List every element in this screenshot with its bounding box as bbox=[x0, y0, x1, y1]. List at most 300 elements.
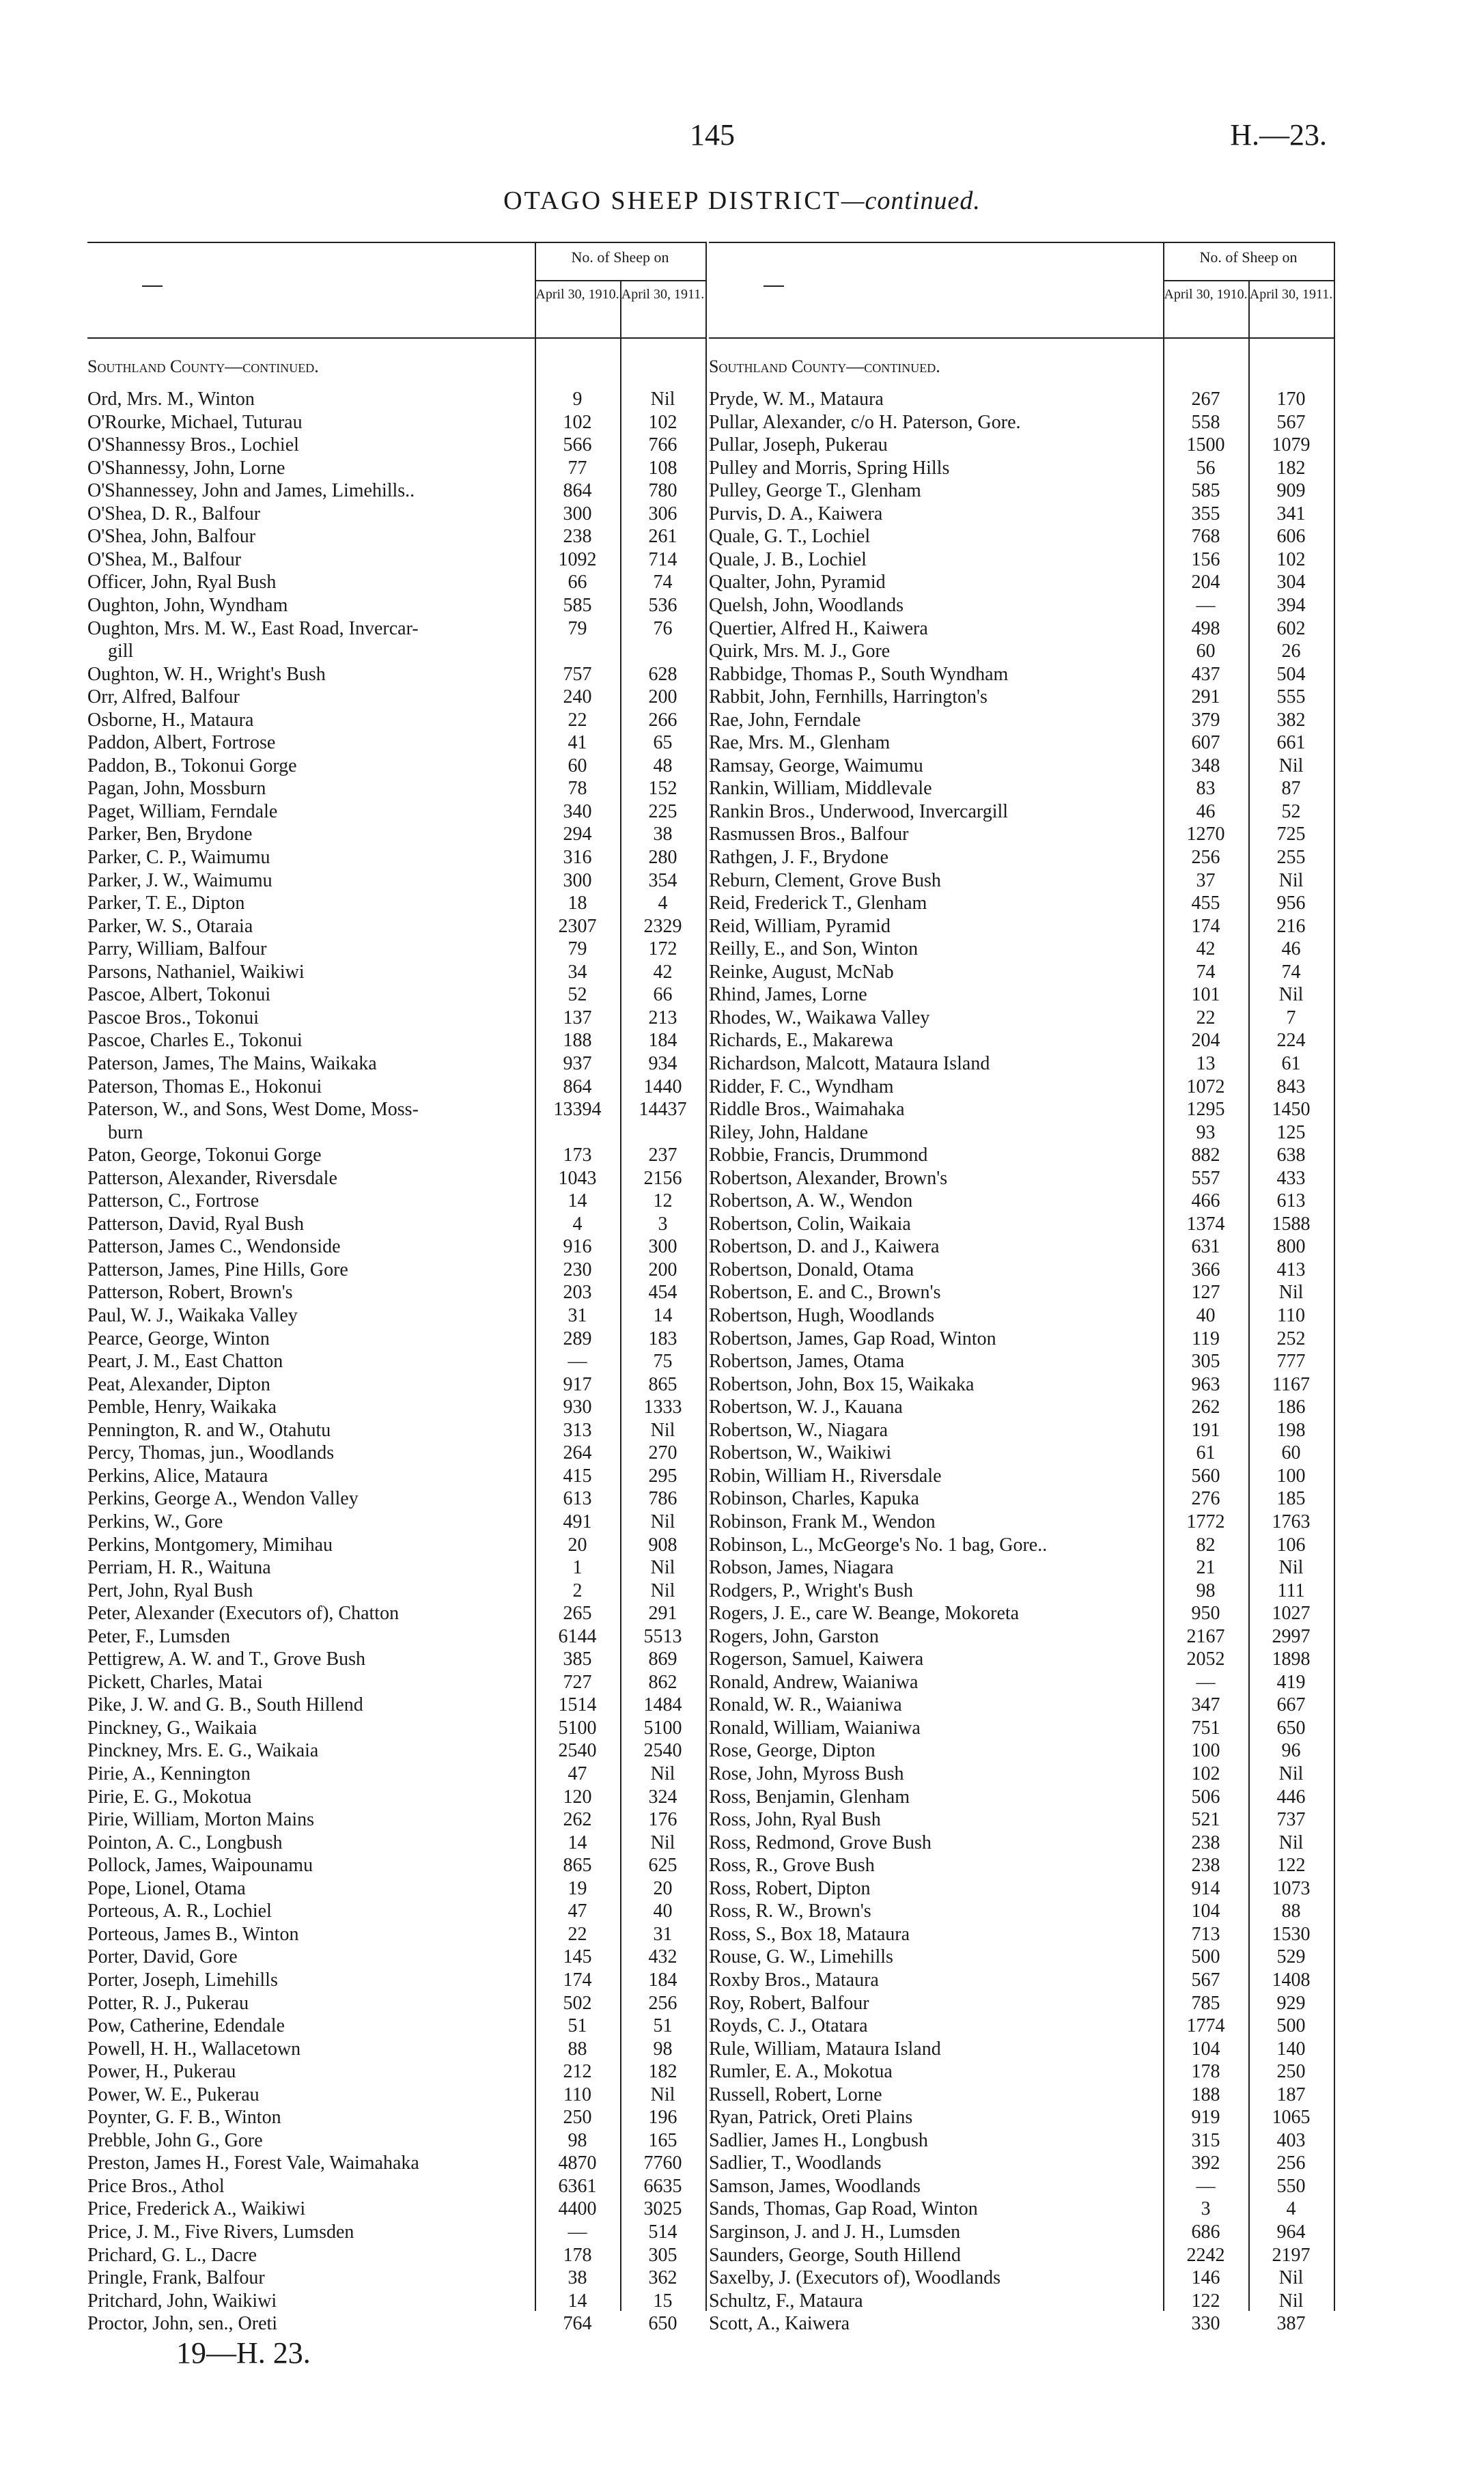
sheep-1910: 466 bbox=[1191, 1190, 1220, 1212]
sheep-1910: 916 bbox=[563, 1236, 592, 1258]
owner-name: Rankin Bros., Underwood, Invercargill bbox=[709, 800, 1009, 822]
column-rule bbox=[705, 242, 707, 2311]
owner-name: Perriam, H. R., Waituna bbox=[87, 1557, 271, 1579]
owner-name: Ross, Robert, Dipton bbox=[709, 1877, 871, 1899]
owner-name: Pascoe, Charles E., Tokonui bbox=[87, 1030, 303, 1052]
sheep-1911: 256 bbox=[1276, 2153, 1306, 2174]
sheep-1911: 46 bbox=[1281, 938, 1301, 960]
sheep-1911: 964 bbox=[1276, 2221, 1306, 2243]
table-row bbox=[87, 1167, 705, 1190]
table-row bbox=[709, 594, 1334, 617]
sheep-1911: 1484 bbox=[643, 1694, 682, 1716]
owner-name: Ross, S., Box 18, Mataura bbox=[709, 1923, 910, 1945]
owner-name: Rhind, James, Lorne bbox=[709, 984, 867, 1006]
owner-name: Oughton, John, Wyndham bbox=[87, 594, 288, 616]
table-row bbox=[709, 1373, 1334, 1396]
sheep-1911: Nil bbox=[1278, 1763, 1304, 1784]
owner-name: Oughton, W. H., Wright's Bush bbox=[87, 663, 326, 685]
sheep-1910: 289 bbox=[563, 1328, 592, 1349]
sheep-1910: 102 bbox=[1191, 1763, 1220, 1784]
sheep-1910: 1500 bbox=[1186, 434, 1225, 456]
table-row bbox=[87, 1832, 705, 1854]
table-row bbox=[709, 1442, 1334, 1464]
owner-name: Robertson, John, Box 15, Waikaka bbox=[709, 1373, 975, 1395]
owner-name: Rhodes, W., Waikawa Valley bbox=[709, 1007, 930, 1028]
sheep-1910: 137 bbox=[563, 1007, 592, 1028]
sheep-1910: 686 bbox=[1191, 2221, 1220, 2243]
sheep-1910: 256 bbox=[1191, 847, 1220, 868]
table-row bbox=[709, 846, 1334, 869]
table-row bbox=[87, 1259, 705, 1281]
sheep-1910: 42 bbox=[1196, 938, 1216, 960]
table-row bbox=[709, 709, 1334, 731]
owner-name: Ord, Mrs. M., Winton bbox=[87, 389, 255, 410]
sheep-1910: 455 bbox=[1191, 893, 1220, 914]
owner-name: Patterson, James, Pine Hills, Gore bbox=[87, 1259, 348, 1280]
table-row bbox=[87, 2312, 705, 2335]
owner-name: Robertson, E. and C., Brown's bbox=[709, 1282, 941, 1304]
sheep-1911: 295 bbox=[648, 1465, 677, 1487]
sheep-1911: 256 bbox=[648, 1992, 677, 2014]
left-table bbox=[87, 242, 705, 2335]
sheep-1910: 188 bbox=[1191, 2084, 1220, 2105]
owner-name: Patterson, James C., Wendonside bbox=[87, 1236, 341, 1258]
owner-name: Royds, C. J., Otatara bbox=[709, 2015, 868, 2037]
table-row bbox=[709, 1556, 1334, 1579]
sheep-1910: 230 bbox=[563, 1259, 592, 1280]
sheep-1911: 1450 bbox=[1272, 1099, 1311, 1121]
owner-name: Ridder, F. C., Wyndham bbox=[709, 1076, 894, 1097]
sheep-1910: 47 bbox=[568, 1901, 587, 1922]
sheep-1910: 491 bbox=[563, 1511, 592, 1532]
sheep-1911: 196 bbox=[648, 2107, 677, 2129]
owner-name: Prichard, G. L., Dacre bbox=[87, 2244, 257, 2266]
table-row bbox=[709, 2221, 1334, 2243]
sheep-1910: — bbox=[1196, 1671, 1216, 1693]
table-row bbox=[87, 571, 705, 593]
sheep-1911: 1027 bbox=[1272, 1603, 1311, 1625]
sheep-1911: 1079 bbox=[1272, 434, 1311, 456]
table-row bbox=[709, 2060, 1334, 2083]
sheep-1910: 1 bbox=[572, 1557, 583, 1579]
sheep-1910: 18 bbox=[568, 893, 587, 914]
owner-name: Pennington, R. and W., Otahutu bbox=[87, 1419, 331, 1441]
table-row bbox=[709, 915, 1334, 938]
sheep-1911: 650 bbox=[648, 2313, 677, 2335]
table-row bbox=[709, 1007, 1334, 1029]
owner-name: Reid, Frederick T., Glenham bbox=[709, 893, 927, 914]
sheep-1911: 172 bbox=[648, 938, 677, 960]
sheep-1911: 2329 bbox=[643, 915, 682, 937]
sheep-1910: 100 bbox=[1191, 1740, 1220, 1762]
header-bottom-rule bbox=[709, 337, 1334, 339]
table-row bbox=[87, 1511, 705, 1533]
table-row bbox=[87, 1808, 705, 1831]
owner-name: Quale, J. B., Lochiel bbox=[709, 548, 867, 570]
table-row bbox=[87, 2084, 705, 2106]
table-row bbox=[87, 2244, 705, 2267]
owner-name: Price, Frederick A., Waikiwi bbox=[87, 2198, 306, 2220]
table-row bbox=[709, 479, 1334, 502]
owner-name: Sarginson, J. and J. H., Lumsden bbox=[709, 2221, 961, 2243]
table-row bbox=[87, 617, 705, 640]
sheep-1910: 1774 bbox=[1186, 2015, 1225, 2037]
table-row bbox=[709, 1763, 1334, 1785]
sheep-1911: 165 bbox=[648, 2129, 677, 2151]
table-row bbox=[709, 1213, 1334, 1235]
sheep-1910: 291 bbox=[1191, 686, 1220, 708]
table-row bbox=[87, 1763, 705, 1785]
table-row bbox=[709, 571, 1334, 593]
table-row bbox=[87, 2015, 705, 2037]
owner-name: Robertson, W., Waikiwi bbox=[709, 1442, 892, 1464]
sheep-1911: Nil bbox=[1278, 2267, 1304, 2289]
sheep-1910: 145 bbox=[563, 1946, 592, 1968]
owner-name: Power, W. E., Pukerau bbox=[87, 2084, 260, 2105]
owner-name: Ross, John, Ryal Bush bbox=[709, 1809, 881, 1831]
table-row bbox=[87, 1556, 705, 1579]
sheep-1910: 785 bbox=[1191, 1992, 1220, 2014]
owner-name: Parker, C. P., Waimumu bbox=[87, 847, 270, 868]
owner-name: Pert, John, Ryal Bush bbox=[87, 1580, 253, 1601]
table-row bbox=[87, 503, 705, 525]
sheep-1910: 2167 bbox=[1186, 1625, 1225, 1647]
sheep-1910: — bbox=[568, 1351, 587, 1373]
owner-name: Percy, Thomas, jun., Woodlands bbox=[87, 1442, 335, 1464]
sheep-1911: 432 bbox=[648, 1946, 677, 1968]
sheep-1911: 200 bbox=[648, 686, 677, 708]
sheep-1911: 170 bbox=[1276, 389, 1306, 410]
owner-name: Rose, George, Dipton bbox=[709, 1740, 876, 1762]
owner-name: Robertson, Colin, Waikaia bbox=[709, 1213, 911, 1235]
document-code: H.—23. bbox=[1230, 118, 1327, 152]
owner-name: Qualter, John, Pyramid bbox=[709, 572, 886, 593]
sheep-1911: 446 bbox=[1276, 1786, 1306, 1808]
owner-name: O'Shannessey, John and James, Limehills.. bbox=[87, 480, 415, 502]
sheep-1911: 216 bbox=[1276, 915, 1306, 937]
table-row bbox=[709, 1923, 1334, 1946]
owner-name: Proctor, John, sen., Oreti bbox=[87, 2313, 278, 2335]
sheep-1910: 14 bbox=[568, 1832, 587, 1853]
sheep-1910: 22 bbox=[568, 709, 587, 731]
owner-name: Richardson, Malcott, Mataura Island bbox=[709, 1052, 990, 1074]
title-text: OTAGO SHEEP DISTRICT bbox=[503, 186, 841, 215]
owner-name: Sadlier, T., Woodlands bbox=[709, 2153, 882, 2174]
sheep-1911: 266 bbox=[648, 709, 677, 731]
sheep-1910: 19 bbox=[568, 1877, 587, 1899]
owner-name: Rae, Mrs. M., Glenham bbox=[709, 732, 891, 754]
sheep-1910: 305 bbox=[1191, 1351, 1220, 1373]
sheep-1911: Nil bbox=[1278, 755, 1304, 776]
sheep-1910: 950 bbox=[1191, 1603, 1220, 1625]
sheep-1910: 521 bbox=[1191, 1809, 1220, 1831]
sheep-1910: 79 bbox=[568, 617, 587, 639]
owner-name: Sadlier, James H., Longbush bbox=[709, 2129, 928, 2151]
table-row bbox=[87, 1694, 705, 1716]
sheep-1911: 1588 bbox=[1272, 1213, 1311, 1235]
owner-name: Rogerson, Samuel, Kaiwera bbox=[709, 1649, 924, 1670]
sheep-1910: 1043 bbox=[558, 1167, 597, 1189]
owner-name: Quelsh, John, Woodlands bbox=[709, 594, 904, 616]
sheep-1910: 47 bbox=[568, 1763, 587, 1784]
sheep-1911: 96 bbox=[1281, 1740, 1301, 1762]
sheep-1911: Nil bbox=[650, 1832, 675, 1853]
table-row bbox=[87, 731, 705, 754]
owner-name: O'Rourke, Michael, Tuturau bbox=[87, 411, 303, 433]
sheep-1910: 40 bbox=[1196, 1305, 1216, 1326]
sheep-1910: 919 bbox=[1191, 2107, 1220, 2129]
sheep-1910: 98 bbox=[568, 2129, 587, 2151]
table-row bbox=[87, 2175, 705, 2198]
sheep-1910: 14 bbox=[568, 1190, 587, 1212]
sheep-1911: 75 bbox=[653, 1351, 673, 1373]
sheep-1911: Nil bbox=[1278, 2290, 1304, 2312]
table-row bbox=[87, 869, 705, 892]
page-title bbox=[0, 186, 1484, 216]
owner-name: Perkins, W., Gore bbox=[87, 1511, 223, 1532]
owner-name: Pryde, W. M., Mataura bbox=[709, 389, 884, 410]
sheep-1911: 714 bbox=[648, 548, 677, 570]
sheep-1910: 347 bbox=[1191, 1694, 1220, 1716]
owner-name: Pollock, James, Waipounamu bbox=[87, 1855, 313, 1877]
owner-name: Rouse, G. W., Limehills bbox=[709, 1946, 893, 1968]
sheep-1911: 261 bbox=[648, 526, 677, 548]
table-row bbox=[709, 1121, 1334, 1144]
sheep-1911: Nil bbox=[1278, 1557, 1304, 1579]
sheep-1910: 2540 bbox=[558, 1740, 597, 1762]
sheep-1911: 100 bbox=[1276, 1465, 1306, 1487]
owner-name: Paterson, James, The Mains, Waikaka bbox=[87, 1052, 377, 1074]
owner-name: Paddon, Albert, Fortrose bbox=[87, 732, 276, 754]
sheep-1910: 316 bbox=[563, 847, 592, 868]
owner-name: Porteous, James B., Winton bbox=[87, 1923, 299, 1945]
owner-name: Robertson, James, Gap Road, Winton bbox=[709, 1328, 996, 1349]
table-row bbox=[87, 1076, 705, 1098]
sheep-1910: 265 bbox=[563, 1603, 592, 1625]
owner-name: Perkins, Alice, Mataura bbox=[87, 1465, 268, 1487]
sheep-1910: 104 bbox=[1191, 1901, 1220, 1922]
sheep-1911: 182 bbox=[648, 2061, 677, 2083]
sheep-1911: 31 bbox=[653, 1923, 673, 1945]
sheep-1911: 304 bbox=[1276, 572, 1306, 593]
sheep-1911: Nil bbox=[650, 389, 675, 410]
owner-name: Sands, Thomas, Gap Road, Winton bbox=[709, 2198, 978, 2220]
table-row bbox=[709, 388, 1334, 410]
owner-name: Rathgen, J. F., Brydone bbox=[709, 847, 888, 868]
table-row bbox=[709, 1350, 1334, 1373]
sheep-1911: 4 bbox=[658, 893, 668, 914]
sheep-1910: 78 bbox=[568, 778, 587, 800]
sheep-1911: 48 bbox=[653, 755, 673, 776]
table-row bbox=[87, 1786, 705, 1808]
sheep-1911: 929 bbox=[1276, 1992, 1306, 2014]
owner-name: O'Shea, John, Balfour bbox=[87, 526, 256, 548]
sheep-1910: 882 bbox=[1191, 1145, 1220, 1166]
table-top-rule bbox=[709, 242, 1334, 243]
owner-name: Rankin, William, Middlevale bbox=[709, 778, 932, 800]
owner-name: Quertier, Alfred H., Kaiwera bbox=[709, 617, 928, 639]
table-row bbox=[87, 1373, 705, 1396]
sheep-1910: 585 bbox=[1191, 480, 1220, 502]
table-row bbox=[87, 892, 705, 914]
sheep-1911: 869 bbox=[648, 1649, 677, 1670]
sheep-1911: 766 bbox=[648, 434, 677, 456]
sheep-1910: 174 bbox=[563, 1969, 592, 1991]
owner-name: Pope, Lionel, Otama bbox=[87, 1877, 246, 1899]
table-row bbox=[87, 938, 705, 960]
owner-name: Riley, John, Haldane bbox=[709, 1121, 869, 1143]
sheep-1910: 631 bbox=[1191, 1236, 1220, 1258]
sheep-1910: 156 bbox=[1191, 548, 1220, 570]
sheep-1910: 498 bbox=[1191, 617, 1220, 639]
sheep-1910: 4400 bbox=[558, 2198, 597, 2220]
owner-name: Peart, J. M., East Chatton bbox=[87, 1351, 283, 1373]
owner-name: Rumler, E. A., Mokotua bbox=[709, 2061, 893, 2083]
table-row bbox=[87, 1098, 705, 1121]
table-row bbox=[87, 2198, 705, 2220]
sheep-1910: 240 bbox=[563, 686, 592, 708]
sheep-1911: 184 bbox=[648, 1030, 677, 1052]
sheep-1911: Nil bbox=[650, 1557, 675, 1579]
sheep-1910: 1270 bbox=[1186, 824, 1225, 845]
sheep-1910: 119 bbox=[1192, 1328, 1220, 1349]
owner-name: Parker, Ben, Brydone bbox=[87, 824, 253, 845]
sheep-1911: 1167 bbox=[1272, 1373, 1310, 1395]
owner-name: Robertson, W. J., Kauana bbox=[709, 1397, 903, 1418]
sheep-1910: 88 bbox=[568, 2038, 587, 2060]
table-row bbox=[87, 640, 705, 662]
sheep-1910: 613 bbox=[563, 1488, 592, 1510]
sheep-1910: 122 bbox=[1191, 2290, 1220, 2312]
owner-name: Pagan, John, Mossburn bbox=[87, 778, 266, 800]
sheep-1910: 34 bbox=[568, 961, 587, 983]
sheep-1911: 152 bbox=[648, 778, 677, 800]
sheep-1910: 3 bbox=[1201, 2198, 1211, 2220]
sheep-1910: 865 bbox=[563, 1855, 592, 1877]
sheep-1910: 238 bbox=[1191, 1832, 1220, 1853]
table-row bbox=[87, 2129, 705, 2152]
sheep-1911: 1898 bbox=[1272, 1649, 1311, 1670]
sheep-1911: 122 bbox=[1276, 1855, 1306, 1877]
sheep-1911: 186 bbox=[1276, 1397, 1306, 1418]
owner-name: Robinson, L., McGeorge's No. 1 bag, Gore.. bbox=[709, 1534, 1048, 1556]
owner-name: Porteous, A. R., Lochiel bbox=[87, 1901, 272, 1922]
owner-name: Rodgers, P., Wright's Bush bbox=[709, 1580, 913, 1601]
sheep-1910: 6361 bbox=[558, 2175, 597, 2197]
sheep-1911: 200 bbox=[648, 1259, 677, 1280]
sheep-1911: 125 bbox=[1276, 1121, 1306, 1143]
sheep-1911: 3 bbox=[658, 1213, 668, 1235]
table-row bbox=[709, 1671, 1334, 1694]
table-row bbox=[87, 1007, 705, 1029]
sheep-1911: 255 bbox=[1276, 847, 1306, 868]
sheep-1910: 74 bbox=[1196, 961, 1216, 983]
owner-name: Peter, Alexander (Executors of), Chatton bbox=[87, 1603, 400, 1625]
table-row bbox=[709, 961, 1334, 983]
table-row bbox=[709, 1946, 1334, 1968]
table-row bbox=[709, 2038, 1334, 2060]
sheep-1911: 51 bbox=[653, 2015, 673, 2037]
sheep-1910: 203 bbox=[563, 1282, 592, 1304]
sheep-1911: 737 bbox=[1276, 1809, 1306, 1831]
right-table bbox=[709, 242, 1334, 2335]
sheep-1910: 77 bbox=[568, 457, 587, 479]
sheep-1910: 56 bbox=[1196, 457, 1216, 479]
table-row bbox=[709, 2152, 1334, 2174]
sheep-1910: 178 bbox=[1191, 2061, 1220, 2083]
sheep-1911: Nil bbox=[1278, 1282, 1304, 1304]
table-row bbox=[87, 1190, 705, 1212]
owner-name: Ross, R., Grove Bush bbox=[709, 1855, 875, 1877]
sheep-1910: 937 bbox=[563, 1052, 592, 1074]
sheep-1911: Nil bbox=[650, 1511, 675, 1532]
owner-name: Parker, T. E., Dipton bbox=[87, 893, 245, 914]
table-row bbox=[709, 503, 1334, 525]
owner-name: Pringle, Frank, Balfour bbox=[87, 2267, 265, 2289]
owner-name: Paton, George, Tokonui Gorge bbox=[87, 1145, 322, 1166]
table-row bbox=[709, 938, 1334, 960]
table-row bbox=[709, 1167, 1334, 1190]
owner-name: Ronald, William, Waianiwa bbox=[709, 1717, 921, 1739]
owner-name: Saxelby, J. (Executors of), Woodlands bbox=[709, 2267, 1000, 2289]
table-row bbox=[87, 915, 705, 938]
table-row bbox=[709, 434, 1334, 456]
sheep-1910: 1514 bbox=[558, 1694, 597, 1716]
owner-name: Quirk, Mrs. M. J., Gore bbox=[709, 641, 891, 662]
sheep-1910: 560 bbox=[1191, 1465, 1220, 1487]
owner-name: Perkins, George A., Wendon Valley bbox=[87, 1488, 359, 1510]
table-row bbox=[709, 892, 1334, 914]
owner-name: Robertson, James, Otama bbox=[709, 1351, 905, 1373]
sheep-1910: 262 bbox=[563, 1809, 592, 1831]
sheep-1910: 300 bbox=[563, 503, 592, 524]
sheep-1910: 864 bbox=[563, 1076, 592, 1097]
sheep-1911: 2197 bbox=[1272, 2244, 1311, 2266]
sheep-1911: 40 bbox=[653, 1901, 673, 1922]
sheep-1910: 83 bbox=[1196, 778, 1216, 800]
table-row bbox=[709, 800, 1334, 823]
table-row bbox=[87, 1854, 705, 1877]
owner-name: Pike, J. W. and G. B., South Hillend bbox=[87, 1694, 363, 1716]
sheep-1910: 60 bbox=[1196, 641, 1216, 662]
owner-name: Ryan, Patrick, Oreti Plains bbox=[709, 2107, 913, 2129]
sheep-1910: — bbox=[1196, 594, 1216, 616]
table-row bbox=[709, 1969, 1334, 1991]
table-row bbox=[709, 1281, 1334, 1304]
owner-name: Saunders, George, South Hillend bbox=[709, 2244, 961, 2266]
table-row bbox=[709, 1854, 1334, 1877]
owner-name: O'Shea, D. R., Balfour bbox=[87, 503, 261, 524]
owner-name: Parry, William, Balfour bbox=[87, 938, 267, 960]
table-row bbox=[87, 1442, 705, 1464]
sheep-1911: 176 bbox=[648, 1809, 677, 1831]
sheep-1911: 98 bbox=[653, 2038, 673, 2060]
table-row bbox=[709, 548, 1334, 571]
sheep-1911: 250 bbox=[1276, 2061, 1306, 2083]
table-row bbox=[709, 2312, 1334, 2335]
sheep-1911: 102 bbox=[1276, 548, 1306, 570]
header-group-label: No. of Sheep on bbox=[1199, 249, 1298, 266]
sheep-1911: 198 bbox=[1276, 1419, 1306, 1441]
sheep-1910: 4 bbox=[572, 1213, 583, 1235]
owner-name: Rae, John, Ferndale bbox=[709, 709, 861, 731]
owner-name: Patterson, Robert, Brown's bbox=[87, 1282, 293, 1304]
header-col-1911: April 30, 1911. bbox=[1249, 287, 1333, 302]
table-row bbox=[709, 2084, 1334, 2106]
table-row bbox=[87, 2152, 705, 2174]
sheep-1911: 413 bbox=[1276, 1259, 1306, 1280]
sheep-1911: 187 bbox=[1276, 2084, 1306, 2105]
